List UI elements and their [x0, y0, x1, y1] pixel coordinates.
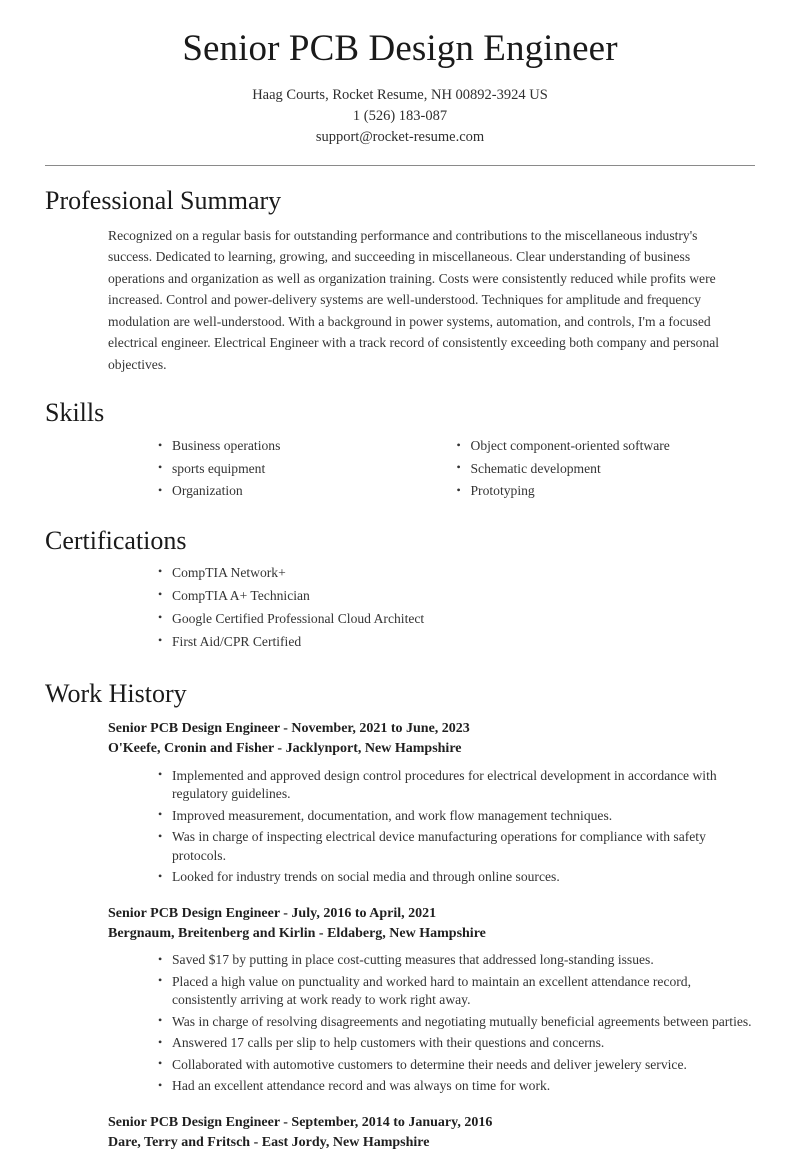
job-title-line: Senior PCB Design Engineer - September, 2014 to January, 2016: [108, 1113, 755, 1133]
list-item: • sports equipment: [158, 460, 457, 478]
list-item: • CompTIA A+ Technician: [158, 587, 755, 605]
section-heading-work-history: Work History: [45, 678, 755, 709]
list-item: • Collaborated with automotive customers to determine their needs and deliver jewelery service.: [158, 1056, 755, 1074]
section-heading-professional-summary: Professional Summary: [45, 185, 755, 216]
list-item: • Looked for industry trends on social media and through online sources.: [158, 868, 755, 886]
skills-list-right: [457, 437, 756, 500]
work-history-entry: [108, 1113, 755, 1153]
list-item: • First Aid/CPR Certified: [158, 633, 755, 651]
job-company-line: Bergnaum, Breitenberg and Kirlin - Eldaberg, New Hampshire: [108, 924, 755, 944]
list-item: • Improved measurement, documentation, and work flow management techniques.: [158, 807, 755, 825]
contact-phone: 1 (526) 183-087: [45, 106, 755, 127]
skills-columns: [45, 437, 755, 504]
section-professional-summary: [45, 166, 755, 375]
skills-list-left: [158, 437, 457, 500]
section-heading-skills: Skills: [45, 397, 755, 428]
section-work-history: [45, 656, 755, 1153]
list-item: • CompTIA Network+: [158, 564, 755, 582]
list-item: • Object component-oriented software: [457, 437, 756, 455]
list-item: • Business operations: [158, 437, 457, 455]
list-item: • Organization: [158, 482, 457, 500]
professional-summary-text: Recognized on a regular basis for outstanding performance and contributions to the miscellaneous industry's success. Dedicated to learning, growing, and succeeding in miscellaneous. Clear understanding of business operations and organization as well as organization training. Costs were consistently reduced while profits were increased. Control and power-delivery systems are well-understood. Techniques for amplitude and frequency modulation are well-understood. With a background in power systems, automation, and controls, I'm a focused electrical engineer. Electrical Engineer with a track record of consistently exceeding both company and personal objectives.: [108, 225, 755, 375]
list-item: • Schematic development: [457, 460, 756, 478]
list-item: • Was in charge of resolving disagreements and negotiating mutually beneficial agreements between parties.: [158, 1013, 755, 1031]
section-skills: [45, 375, 755, 505]
job-title-line: Senior PCB Design Engineer - November, 2021 to June, 2023: [108, 719, 755, 739]
job-bullet-list: [108, 951, 755, 1095]
list-item: • Saved $17 by putting in place cost-cutting measures that addressed long-standing issues.: [158, 951, 755, 969]
list-item: • Prototyping: [457, 482, 756, 500]
resume-header: [45, 0, 755, 148]
list-item: • Implemented and approved design control procedures for electrical development in accordance with regulatory guidelines.: [158, 767, 755, 804]
work-history-entry: [108, 719, 755, 887]
contact-email: support@rocket-resume.com: [45, 127, 755, 148]
job-company-line: O'Keefe, Cronin and Fisher - Jacklynport, New Hampshire: [108, 739, 755, 759]
list-item: • Google Certified Professional Cloud Architect: [158, 610, 755, 628]
job-company-line: Dare, Terry and Fritsch - East Jordy, New Hampshire: [108, 1133, 755, 1153]
job-title-line: Senior PCB Design Engineer - July, 2016 to April, 2021: [108, 904, 755, 924]
contact-address: Haag Courts, Rocket Resume, NH 00892-3924 US: [45, 85, 755, 106]
list-item: • Placed a high value on punctuality and worked hard to maintain an excellent attendance record, consistently arriving at work ready to work right away.: [158, 973, 755, 1010]
certifications-list: [158, 564, 755, 651]
list-item: • Had an excellent attendance record and was always on time for work.: [158, 1077, 755, 1095]
work-history-list: [45, 719, 755, 1153]
list-item: • Was in charge of inspecting electrical device manufacturing operations for compliance with safety protocols.: [158, 828, 755, 865]
section-certifications: [45, 505, 755, 652]
skills-column-right: [457, 437, 756, 504]
section-heading-certifications: Certifications: [45, 525, 755, 556]
work-history-entry: [108, 904, 755, 1096]
job-bullet-list: [108, 767, 755, 887]
page-title: Senior PCB Design Engineer: [45, 28, 755, 71]
skills-column-left: [158, 437, 457, 504]
list-item: • Answered 17 calls per slip to help customers with their questions and concerns.: [158, 1034, 755, 1052]
